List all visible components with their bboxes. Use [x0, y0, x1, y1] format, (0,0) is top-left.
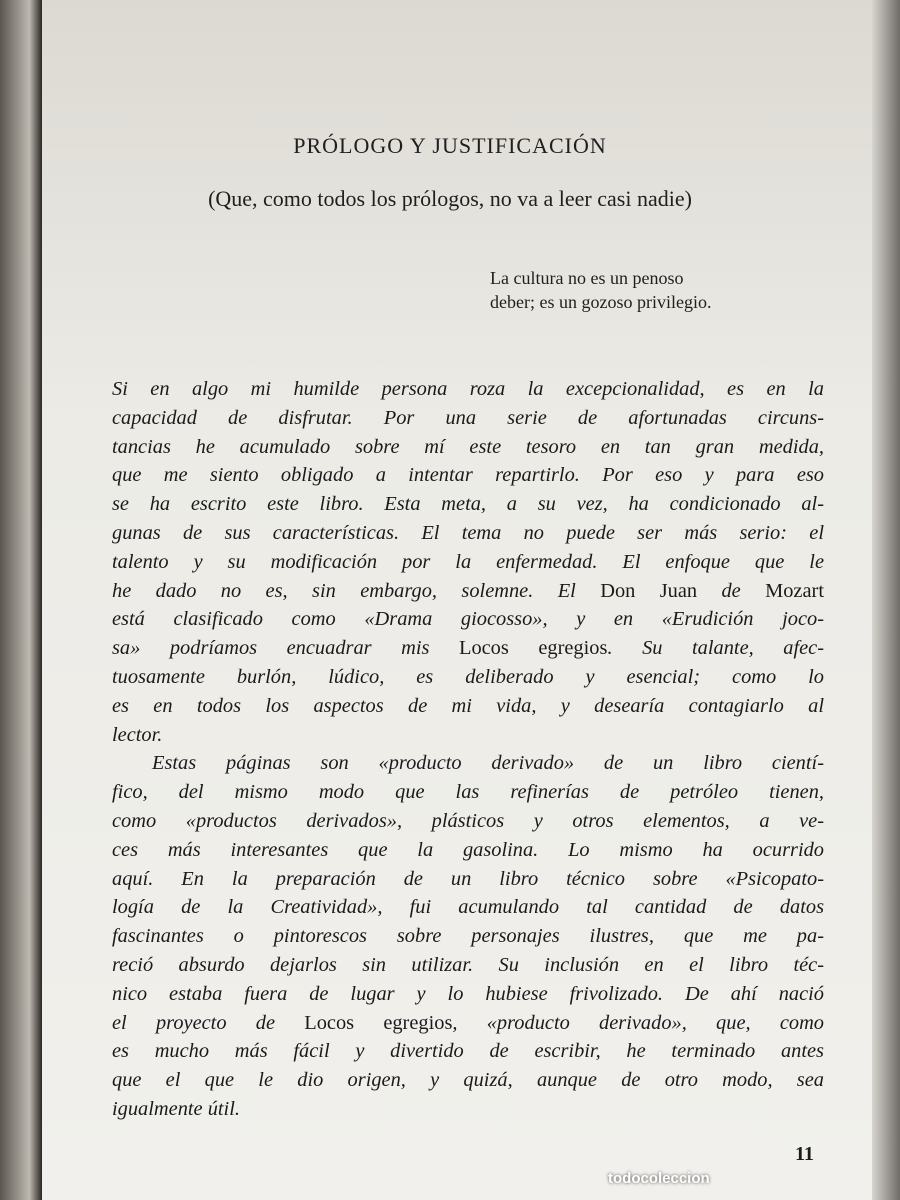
composer-name: Mozart: [765, 579, 824, 602]
epigraph-line: La cultura no es un penoso: [490, 268, 684, 288]
body-line: está clasificado como «Drama giocosso», y en «Erudición joco-: [112, 608, 824, 631]
page-number: 11: [795, 1143, 814, 1165]
body-line: el proyecto de Locos egregios, «producto derivado», que, como: [112, 1011, 824, 1034]
book-title: Locos egregios: [458, 637, 608, 660]
body-line: tancias he acumulado sobre mí este tesoro en tan gran medida,: [112, 435, 824, 458]
body-line: Si en algo mi humilde persona roza la excepcionalidad, es en la: [112, 378, 824, 400]
body-line: ces más interesantes que la gasolina. Lo mismo ha ocurrido: [112, 838, 824, 861]
body-line: es en todos los aspectos de mi vida, y desearía contagiarlo al: [112, 694, 824, 717]
body-line: aquí. En la preparación de un libro técnico sobre «Psicopato-: [112, 867, 824, 890]
body-line: fico, del mismo modo que las refinerías de petróleo tienen,: [112, 781, 824, 804]
body-line: tuosamente burlón, lúdico, es deliberado y esencial; como lo: [112, 665, 824, 688]
epigraph: [490, 266, 810, 314]
body-line: Estas páginas son «producto derivado» de un libro cientí-: [152, 752, 824, 775]
body-line: he dado no es, sin embargo, solemne. El Don Juan de Mozart: [112, 579, 824, 602]
body-line: sa» podríamos encuadrar mis Locos egregios. Su talante, afec-: [112, 637, 825, 660]
body-line: fascinantes o pintorescos sobre personajes ilustres, que me pa-: [112, 925, 824, 948]
body-line: que me siento obligado a intentar repartirlo. Por eso y para eso: [112, 464, 824, 487]
chapter-title: PRÓLOGO Y JUSTIFICACIÓN: [293, 133, 607, 158]
body-line: reció absurdo dejarlos sin utilizar. Su inclusión en el libro téc-: [112, 953, 824, 976]
body-line: talento y su modificación por la enfermedad. El enfoque que le: [112, 550, 824, 573]
body-line: logía de la Creatividad», fui acumulando tal cantidad de datos: [112, 896, 824, 919]
right-page-shadow: [872, 0, 900, 1200]
body-line: se ha escrito este libro. Esta meta, a su vez, ha condicionado al-: [112, 493, 824, 516]
body-line: nico estaba fuera de lugar y lo hubiese frivolizado. De ahí nació: [112, 982, 824, 1005]
watermark: todocoleccion: [608, 1170, 710, 1187]
epigraph-line: deber; es un gozoso privilegio.: [490, 292, 712, 312]
body-line: como «productos derivados», plásticos y otros elementos, a ve-: [112, 809, 824, 832]
body-line: es mucho más fácil y divertido de escribir, he terminado antes: [112, 1040, 824, 1063]
body-line: que el que le dio origen, y quizá, aunque de otro modo, sea: [112, 1069, 824, 1092]
chapter-subtitle: (Que, como todos los prólogos, no va a leer casi nadie): [208, 186, 692, 211]
body-line: lector.: [112, 723, 163, 746]
work-title: Don Juan: [600, 579, 698, 602]
book-title: Locos egregios: [304, 1011, 453, 1034]
left-page-edge: [0, 0, 42, 1200]
prologue-body: [112, 375, 824, 1124]
body-line: igualmente útil.: [112, 1097, 240, 1120]
body-line: gunas de sus características. El tema no puede ser más serio: el: [112, 521, 824, 544]
body-line: capacidad de disfrutar. Por una serie de afortunadas circuns-: [112, 406, 824, 429]
